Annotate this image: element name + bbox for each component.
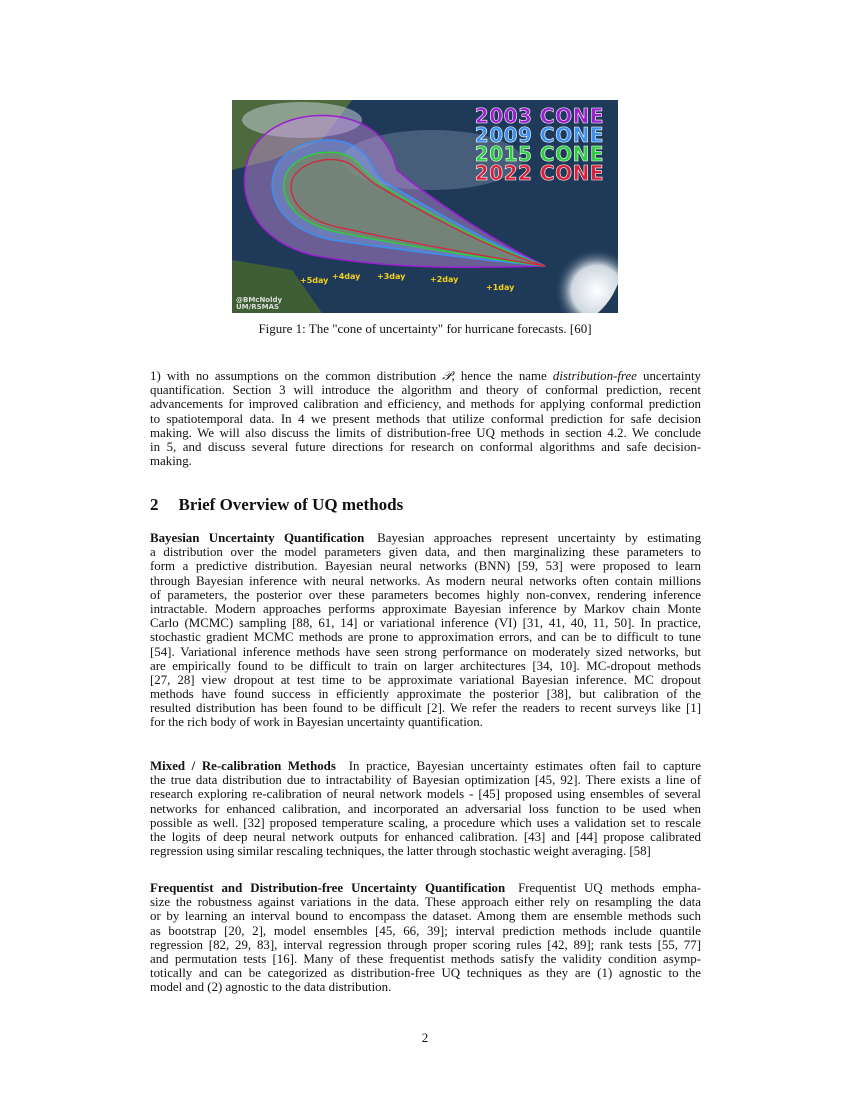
text-line: a distribution over the model parameters given data, and then marginalizing these parameters to — [150, 545, 701, 560]
text-line: and permutation tests [16]. Many of these frequentist methods satisfy the validity condition asymp- — [150, 951, 701, 966]
text-line: stochastic gradient MCMC methods are prone to approximation errors, and can be to difficult to tune — [150, 630, 701, 645]
text-line: [54]. Variational inference methods have seen strong performance on moderately sized networks, but — [150, 644, 701, 659]
text-line: model and (2) agnostic to the data distribution. — [150, 980, 392, 995]
text-line: 1) with no assumptions on the common distribution 𝒫, hence the name distribution-free uncertainty — [150, 369, 701, 383]
text-line: are empirically found to be difficult to train on larger architectures [34, 10]. MC-dropout methods — [150, 658, 701, 673]
day-label: +5day — [300, 276, 329, 285]
intro-paragraph — [150, 369, 701, 468]
legend-2022: 2022 CONE — [474, 161, 604, 185]
paragraph-frequentist — [150, 881, 701, 995]
text-line: totically and can be categorized as distribution-free UQ techniques as they are (1) agnostic to the — [150, 966, 701, 981]
day-label: +1day — [486, 283, 515, 292]
text-line: research exploring re-calibration of neural network models - [45] proposed using ensembles of several — [150, 787, 701, 802]
text-line: [27, 28] view dropout at test time to be approximate variational Bayesian inference. MC dropout — [150, 672, 701, 687]
text-line: Bayesian Uncertainty Quantification Bayesian approaches represent uncertainty by estimating — [150, 531, 702, 545]
text-line: the true data distribution due to intractability of Bayesian optimization [45, 92]. There exists a line of — [150, 773, 701, 788]
text-line: possible as well. [32] proposed temperature scaling, a procedure which uses a validation set to rescale — [150, 815, 701, 830]
legend-2009: 2009 CONE — [474, 123, 604, 147]
paragraph-bayesian — [150, 531, 701, 730]
text-line: of parameters, the posterior over these parameters becomes highly non-convex, rendering inference — [150, 587, 701, 602]
text-line: or by learning an interval bound to encompass the dataset. Among them are ensemble methods such — [150, 909, 701, 924]
text-line: making. — [150, 454, 192, 469]
legend-2015: 2015 CONE — [474, 142, 604, 166]
paragraph-heading: Frequentist and Distribution-free Uncertainty Quantification — [150, 881, 506, 895]
page-number: 2 — [421, 1030, 429, 1045]
text-line: in 5, and discuss several future directions for research on conformal algorithms and safe decision- — [150, 439, 701, 454]
paragraph-heading: Mixed / Re-calibration Methods — [150, 759, 336, 773]
paragraph-recalibration — [150, 759, 701, 858]
hurricane-cone-figure — [232, 100, 618, 313]
text-line: Carlo (MCMC) sampling [88, 61, 14] or variational inference (VI) [31, 41, 40, 11, 50]. In practice, — [150, 616, 701, 631]
text-line: Frequentist and Distribution-free Uncertainty Quantification Frequentist UQ methods empha- — [150, 881, 701, 895]
day-label: +2day — [430, 275, 459, 284]
text-line: size the robustness against variations in the data. These approach either rely on resampling the data — [150, 895, 701, 910]
section-heading: 2 Brief Overview of UQ methods — [150, 495, 404, 514]
legend-2003: 2003 CONE — [474, 104, 604, 128]
text-line: intractable. Modern approaches performs approximate Bayesian inference by Markov chain Monte — [150, 601, 701, 616]
text-line: as bootstrap [20, 2], model ensembles [45, 66, 39]; interval prediction methods include quantile — [150, 923, 701, 938]
text-line: form a predictive distribution. Bayesian neural networks (BNN) [59, 53] were proposed to learn — [150, 559, 701, 574]
paragraph-heading: Bayesian Uncertainty Quantification — [150, 531, 365, 545]
text-line: methods have found success in efficiently approximate the posterior [38], but calibration of the — [150, 687, 701, 702]
image-credit: @BMcNoldy UM/RSMAS — [236, 296, 283, 311]
day-label: +4day — [332, 272, 361, 281]
text-line: regression using similar rescaling techniques, the latter through stochastic weight averaging. [58] — [150, 844, 651, 859]
text-line: the logits of deep neural network outputs for enhanced calibration. [43] and [44] propose calibrated — [150, 829, 701, 844]
text-line: regression [82, 29, 83], interval regression through proper scoring rules [42, 89]; rank tests [55, 77] — [150, 937, 701, 952]
text-line: to spatiotemporal data. In 4 we present methods that utilize conformal prediction for safe decision — [150, 411, 701, 426]
text-line: advancements for improved calibration and efficiency, and methods for applying conformal prediction — [150, 397, 701, 412]
text-line: networks for enhanced calibration, and incorporated an adversarial loss function to be used when — [150, 801, 701, 816]
day-label: +3day — [377, 272, 406, 281]
text-line: resulted distribution has been found to be difficult [2]. We refer the readers to recent surveys like [1] — [150, 701, 701, 716]
text-line: making. We will also discuss the limits of distribution-free UQ methods in section 4.2. We conclude — [150, 425, 701, 440]
text-line: for the rich body of work in Bayesian uncertainty quantification. — [150, 715, 483, 730]
text-line: through Bayesian inference with neural networks. As modern neural networks often contain millions — [150, 573, 701, 588]
text-line: Mixed / Re-calibration Methods In practice, Bayesian uncertainty estimates often fail to capture — [150, 759, 701, 773]
figure-caption: Figure 1: The "cone of uncertainty" for hurricane forecasts. [60] — [258, 321, 592, 336]
text-line: quantification. Section 3 will introduce the algorithm and theory of conformal prediction, recent — [150, 383, 701, 398]
